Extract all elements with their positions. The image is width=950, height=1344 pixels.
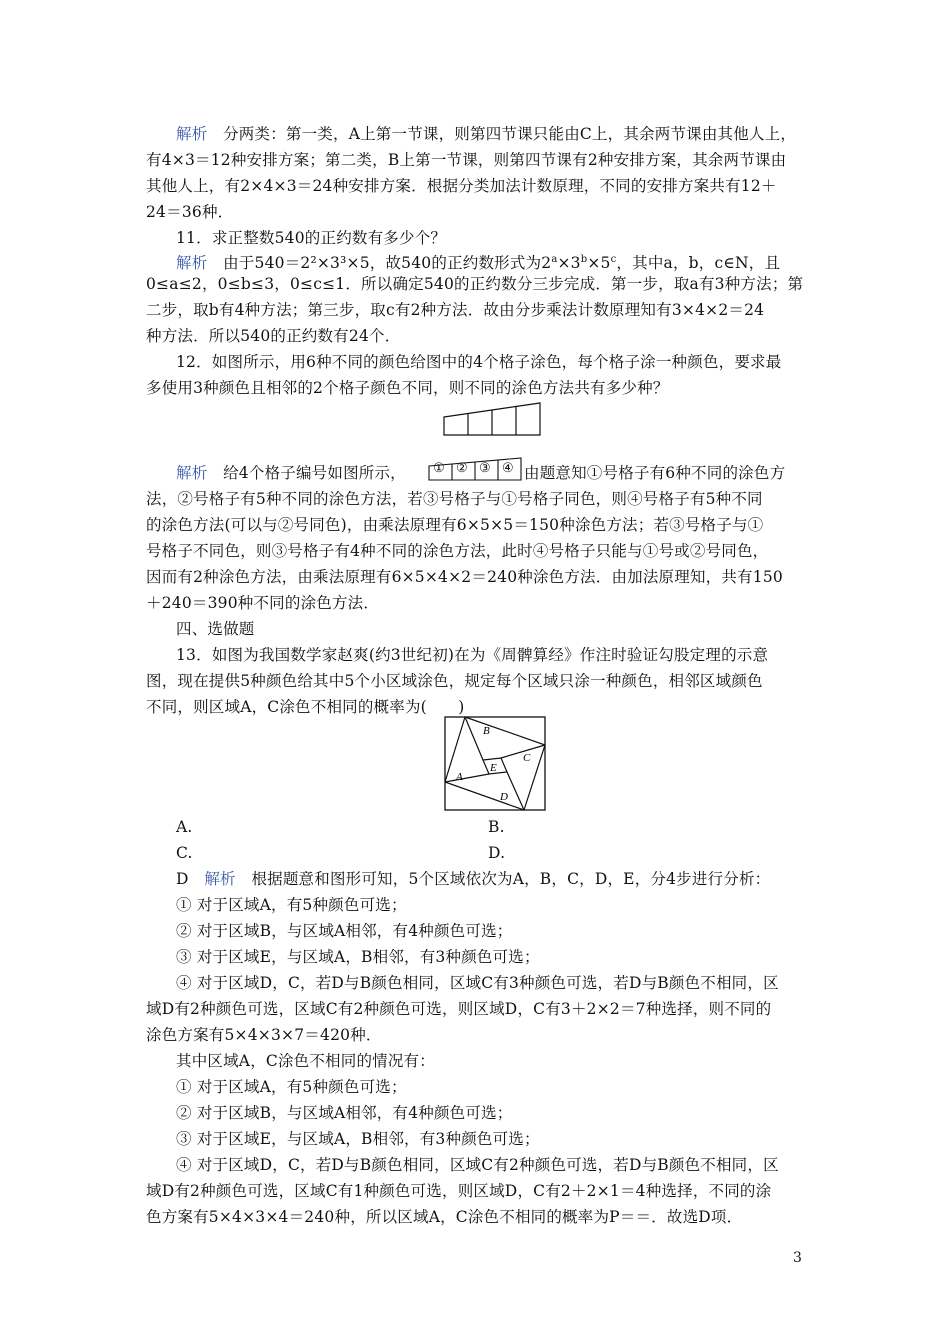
- q12-analysis-line: 因而有2种涂色方法，由乘法原理有6×5×4×2＝240种涂色方法．由加法原理知，共有150: [146, 568, 783, 586]
- q11-question: 11．求正整数540的正约数有多少个？: [176, 229, 447, 247]
- q11-text: 由于540＝2²×3³×5，故540的正约数形式为2: [207, 254, 552, 273]
- q13-analysis-line: 其中区域A，C涂色不相同的情况有：: [176, 1052, 435, 1070]
- section-heading: 四、选做题: [176, 620, 255, 638]
- analysis-label: 解析: [176, 125, 208, 143]
- option-d: D.: [488, 844, 506, 862]
- q11-text: ×3: [557, 254, 581, 273]
- q10-text: 分两类：第一类，A上第一节课，则第四节课只能由C上，其余两节课由其他人上，: [207, 125, 797, 143]
- grid-figure: [443, 402, 541, 436]
- exponent: a: [551, 254, 558, 265]
- q11-analysis-line: 种方法．所以540的正约数有24个．: [146, 327, 401, 345]
- q13-analysis-line: ③ 对于区域E，与区域A，B相邻，有3种颜色可选；: [176, 1130, 540, 1148]
- q13-analysis-line: ② 对于区域B，与区域A相邻，有4种颜色可选；: [176, 1104, 513, 1122]
- q13-analysis-line: [176, 866, 808, 892]
- region-label: C: [523, 752, 531, 764]
- cell-label: ③: [479, 461, 491, 476]
- q11-analysis-line: 二步，取b有4种方法；第三步，取c有2种方法．故由分步乘法计数原理知有3×4×2＝24: [146, 301, 765, 319]
- q12-analysis-line: 法，②号格子有5种不同的涂色方法，若③号格子与①号格子同色，则④号格子有5种不同: [146, 490, 763, 508]
- q13-analysis-line: ① 对于区域A，有5种颜色可选；: [176, 896, 407, 914]
- q12-question: 12．如图所示，用6种不同的颜色给图中的4个格子涂色，每个格子涂一种颜色，要求最: [176, 353, 782, 371]
- region-label: D: [500, 791, 508, 803]
- cell-label: ①: [433, 461, 445, 476]
- q13-analysis-line: 域D有2种颜色可选，区域C有2种颜色可选，则区域D，C有3＋2×2＝7种选择，则不同的: [146, 1000, 772, 1018]
- q12-analysis-line: 号格子不同色，则③号格子有4种不同的涂色方法，此时④号格子只能与①号或②号同色，: [146, 542, 769, 560]
- q13-analysis-line: ③ 对于区域E，与区域A，B相邻，有3种颜色可选；: [176, 948, 540, 966]
- q10-analysis-line: [176, 121, 808, 147]
- q13-analysis-line: ④ 对于区域D，C，若D与B颜色相同，区域C有3种颜色可选，若D与B颜色不相同，区: [176, 974, 779, 992]
- q10-analysis-line: 其他人上，有2×4×3＝24种安排方案．根据分类加法计数原理，不同的安排方案共有12＋: [146, 177, 777, 195]
- q13-question: 13．如图为我国数学家赵爽(约3世纪初)在为《周髀算经》作注时验证勾股定理的示意: [176, 646, 769, 664]
- q13-question: 图，现在提供5种颜色给其中5个小区域涂色，规定每个区域只涂一种颜色，相邻区域颜色: [146, 672, 763, 690]
- q12-analysis-line: 的涂色方法(可以与②号同色)，由乘法原理有6×5×5＝150种涂色方法；若③号格子与①: [146, 516, 764, 534]
- zhao-shuang-diagram: [444, 716, 546, 812]
- q12-question: 多使用3种颜色且相邻的2个格子颜色不同，则不同的涂色方法共有多少种？: [146, 379, 669, 397]
- cell-label: ④: [502, 461, 514, 476]
- option-a: A.: [176, 818, 193, 836]
- exponent: c: [610, 254, 617, 265]
- region-label: A: [456, 771, 463, 783]
- analysis-label: 解析: [204, 870, 236, 888]
- q13-analysis-line: ④ 对于区域D，C，若D与B颜色相同，区域C有2种颜色可选，若D与B颜色不相同，区: [176, 1156, 779, 1174]
- option-b: B.: [488, 818, 505, 836]
- q13-analysis-line: ② 对于区域B，与区域A相邻，有4种颜色可选；: [176, 922, 513, 940]
- q10-analysis-line: 24＝36种．: [146, 203, 234, 221]
- numbered-grid-figure: [428, 457, 522, 481]
- region-label: B: [483, 725, 490, 737]
- analysis-label: 解析: [176, 254, 208, 273]
- q11-text: ×5: [587, 254, 611, 273]
- region-label: E: [490, 762, 497, 774]
- q12-analysis-line: 由题意知①号格子有6种不同的涂色方: [524, 464, 786, 482]
- q11-text: ，其中a，b，c∈N，且: [616, 254, 781, 273]
- answer: D: [176, 870, 189, 888]
- exponent: b: [580, 254, 588, 265]
- q12-analysis-line: ＋240＝390种不同的涂色方法．: [146, 594, 380, 612]
- q13-analysis-line: 涂色方案有5×4×3×7＝420种．: [146, 1026, 382, 1044]
- cell-label: ②: [456, 461, 468, 476]
- q13-text: 根据题意和图形可知，5个区域依次为A，B，C，D，E，分4步进行分析：: [235, 870, 771, 888]
- q13-analysis-line: ① 对于区域A，有5种颜色可选；: [176, 1078, 407, 1096]
- option-c: C.: [176, 844, 193, 862]
- page-number: 3: [793, 1250, 802, 1266]
- q10-analysis-line: 有4×3＝12种安排方案；第二类，B上第一节课，则第四节课有2种安排方案，其余两节课由: [146, 151, 787, 169]
- q13-question: 不同，则区域A，C涂色不相同的概率为( ): [146, 698, 465, 716]
- q11-analysis-line: 0≤a≤2，0≤b≤3，0≤c≤1．所以确定540的正约数分三步完成．第一步，取a有3种方法；第: [146, 275, 804, 293]
- q13-analysis-line: 色方案有5×4×3×4＝240种，所以区域A，C涂色不相同的概率为P＝＝．故选D项．: [146, 1208, 743, 1226]
- q13-analysis-line: 域D有2种颜色可选，区域C有1种颜色可选，则区域D，C有2＋2×1＝4种选择，不同的涂: [146, 1182, 772, 1200]
- q12-text: 给4个格子编号如图所示，: [207, 464, 406, 482]
- analysis-label: 解析: [176, 464, 208, 482]
